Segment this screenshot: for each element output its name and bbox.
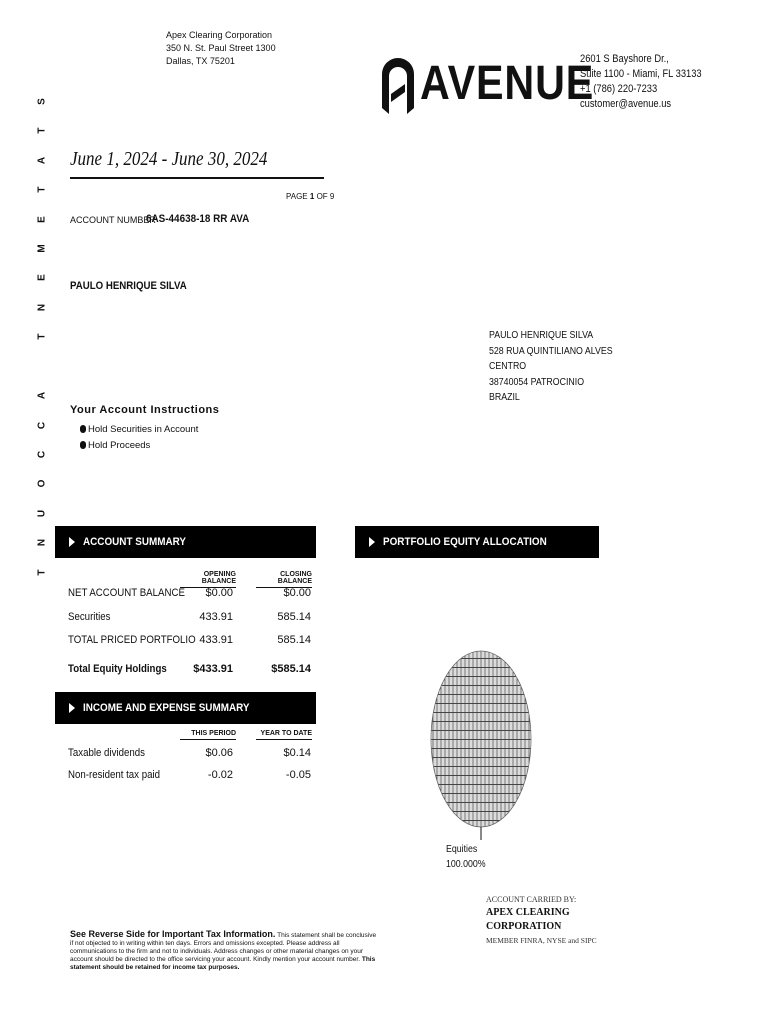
brand-address-line: Suite 1100 - Miami, FL 33133: [580, 68, 702, 80]
side-title-letter: T: [36, 186, 48, 193]
row-label: Securities: [68, 611, 111, 623]
this-period-value: -0.02: [207, 769, 233, 781]
brand-email: customer@avenue.us: [580, 98, 672, 110]
opening-value: $0.00: [205, 587, 233, 599]
section-title: ACCOUNT SUMMARY: [83, 536, 187, 548]
equity-allocation-pie: [428, 650, 534, 842]
clearing-address-line: 350 N. St. Paul Street 1300: [166, 43, 276, 53]
bullet-icon: [80, 441, 86, 449]
account-number-label: ACCOUNT NUMBER: [70, 215, 156, 225]
row-label: Total Equity Holdings: [68, 663, 167, 675]
mailing-address: [489, 328, 613, 406]
page-current: 1: [309, 192, 315, 201]
carried-by-block: [486, 895, 597, 945]
section-title: PORTFOLIO EQUITY ALLOCATION: [383, 536, 547, 548]
closing-value: $585.14: [271, 663, 311, 675]
row-label: Taxable dividends: [68, 747, 145, 759]
instruction-text: Hold Proceeds: [88, 440, 151, 451]
instruction-text: Hold Securities in Account: [88, 424, 199, 435]
ytd-value: -0.05: [285, 769, 311, 781]
side-title-letter: C: [36, 421, 48, 429]
side-title-letter: T: [36, 127, 48, 134]
triangle-right-icon: [69, 537, 75, 547]
period-divider: [70, 177, 324, 179]
clearing-address-line: Apex Clearing Corporation: [166, 30, 273, 40]
instructions-list: [80, 422, 198, 454]
this-period-header: THIS PERIOD: [180, 730, 236, 740]
mailing-line: 38740054 PATROCINIO: [489, 376, 585, 388]
mailing-line: BRAZIL: [489, 392, 520, 403]
opening-balance-header: OPENING BALANCE: [180, 571, 236, 588]
clearing-address-line: Dallas, TX 75201: [166, 56, 235, 66]
side-title-letter: C: [36, 450, 48, 459]
carrier-name-line: CORPORATION: [486, 921, 562, 932]
portfolio-allocation-header: [355, 526, 599, 558]
opening-value: $433.91: [193, 663, 233, 675]
statement-period: June 1, 2024 - June 30, 2024: [70, 148, 268, 170]
side-title-letter: N: [36, 303, 48, 311]
instructions-title: Your Account Instructions: [70, 404, 220, 416]
account-owner: PAULO HENRIQUE SILVA: [70, 280, 187, 292]
side-title-letter: M: [36, 244, 48, 253]
side-title-letter: N: [36, 539, 48, 547]
closing-value: 585.14: [277, 634, 311, 646]
footer-disclaimer: [70, 930, 380, 972]
triangle-right-icon: [369, 537, 375, 547]
brand-address: [580, 52, 702, 112]
section-title: INCOME AND EXPENSE SUMMARY: [83, 702, 250, 714]
footer-title: See Reverse Side for Important Tax Information.: [70, 929, 276, 939]
carried-by-label: ACCOUNT CARRIED BY:: [486, 895, 577, 904]
income-expense-header: [55, 692, 316, 724]
opening-value: 433.91: [199, 634, 233, 646]
row-label: Non-resident tax paid: [68, 769, 161, 781]
carrier-name-line: APEX CLEARING: [486, 907, 570, 918]
page-total: OF 9: [316, 192, 335, 201]
row-label: NET ACCOUNT BALANCE: [68, 587, 185, 599]
closing-balance-header: CLOSING BALANCE: [256, 571, 312, 588]
avenue-a-logo-icon: [379, 54, 417, 118]
instruction-item: [80, 422, 198, 438]
side-title-letter: O: [36, 479, 48, 488]
year-to-date-header: YEAR TO DATE: [256, 730, 312, 740]
closing-value: 585.14: [277, 611, 311, 623]
footer-body: This statement shall be conclusive if not objected to in writing within ten days. Errors and omissions excepted. Please address all communications to the firm and not to individuals. Address changes or other material changes on your account should be directed to the office servicing your account. Kindly mention your account number.: [70, 932, 377, 963]
this-period-value: $0.06: [205, 747, 233, 759]
mailing-line: CENTRO: [489, 361, 527, 372]
ytd-value: $0.14: [283, 747, 311, 759]
pie-slice-equities: [431, 651, 531, 827]
pie-slice-percent: 100.000%: [446, 859, 486, 870]
brand-address-line: +1 (786) 220-7233: [580, 83, 658, 95]
mailing-line: 528 RUA QUINTILIANO ALVES: [489, 345, 613, 357]
side-title-letter: E: [36, 274, 48, 282]
brand-name: AVENUE: [420, 57, 595, 110]
account-number: 6AS-44638-18 RR AVA: [146, 213, 250, 225]
page-prefix: PAGE: [286, 192, 308, 201]
side-title-letter: A: [36, 392, 48, 400]
side-title-letter: T: [36, 333, 48, 340]
side-title-letter: U: [36, 509, 48, 517]
closing-value: $0.00: [283, 587, 311, 599]
clearing-firm-address: [166, 29, 276, 68]
pie-slice-label: Equities: [446, 844, 478, 855]
row-label: TOTAL PRICED PORTFOLIO: [68, 634, 196, 646]
bullet-icon: [80, 425, 86, 433]
mailing-line: PAULO HENRIQUE SILVA: [489, 330, 594, 341]
brand-address-line: 2601 S Bayshore Dr.,: [580, 53, 669, 65]
side-title-letter: A: [36, 156, 48, 164]
instruction-item: [80, 438, 198, 454]
opening-value: 433.91: [199, 611, 233, 623]
side-title-letter: S: [36, 98, 48, 105]
pie-legend: [446, 842, 486, 872]
carrier-name: [486, 906, 597, 934]
vertical-statement-title: [34, 96, 50, 596]
side-title-letter: T: [36, 569, 48, 576]
page-indicator: [286, 192, 334, 201]
side-title-letter: E: [36, 215, 48, 223]
carrier-membership: MEMBER FINRA, NYSE and SIPC: [486, 936, 597, 945]
account-summary-header: [55, 526, 316, 558]
triangle-right-icon: [69, 703, 75, 713]
footer-emphasis: This statement should be retained for income tax purposes.: [70, 956, 376, 971]
